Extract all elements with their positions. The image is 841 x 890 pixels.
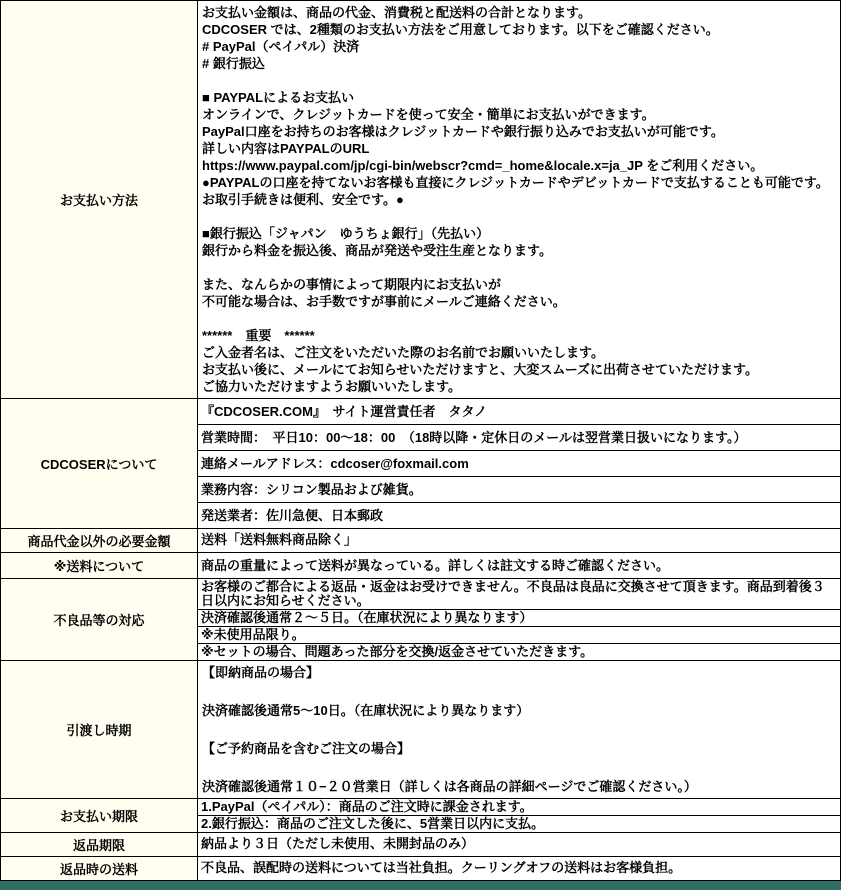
set-exchange-row: ※セットの場合、問題あった部分を交換/返金させていただきます。 bbox=[198, 643, 840, 660]
text-line: CDCOSER では、2種類のお支払い方法をご用意しております。以下をご確認ください。 bbox=[202, 22, 719, 37]
preorder-case-heading: 【ご予約商品を含むご注文の場合】 bbox=[202, 741, 411, 756]
extra-fees-text: 送料「送料無料商品除く」 bbox=[201, 532, 358, 547]
header-return-deadline: 返品期限 bbox=[1, 833, 198, 857]
content-about-cdcoser bbox=[198, 399, 841, 529]
blank-line bbox=[202, 720, 836, 739]
business-hours-row: 営業時間： 平日10：00～18：00 （18時以降・定休日のメールは翌営業日扱いになります。） bbox=[198, 424, 840, 450]
text-line: 決済確認後通常１０−２０営業日（詳しくは各商品の詳細ページでご確認ください。） bbox=[202, 779, 697, 794]
header-return-shipping: 返品時の送料 bbox=[1, 857, 198, 881]
section-delivery-time bbox=[1, 661, 841, 799]
blank-line bbox=[202, 310, 836, 327]
contact-email-value: cdcoser@foxmail.com bbox=[330, 456, 469, 471]
content-defective-items bbox=[198, 579, 841, 661]
section-return-deadline bbox=[1, 833, 841, 857]
header-extra-fees: 商品代金以外の必要金額 bbox=[1, 529, 198, 553]
shipping-carrier-row: 発送業者：佐川急便、日本郵政 bbox=[198, 502, 840, 528]
section-defective-items bbox=[1, 579, 841, 661]
footer-bar bbox=[0, 881, 841, 890]
text-line: PayPal口座をお持ちのお客様はクレジットカードや銀行振り込みでお支払いが可能です。 bbox=[202, 124, 724, 139]
paypal-deadline-row: 1.PayPal（ペイパル）：商品のご注文時に課金されます。 bbox=[201, 799, 533, 814]
text-line: 銀行から料金を振込後、商品が発送や受注生産となります。 bbox=[202, 243, 552, 258]
contact-email-row bbox=[198, 450, 840, 476]
shipping-note-text: 商品の重量によって送料が異なっている。詳しくは註文する時ご確認ください。 bbox=[201, 558, 670, 573]
important-note-heading: ****** 重要 ****** bbox=[202, 328, 315, 343]
header-payment-method: お支払い方法 bbox=[1, 1, 198, 399]
blank-line bbox=[202, 758, 836, 777]
text-line: また、なんらかの事情によって期限内にお支払いが bbox=[202, 277, 502, 292]
text-line: ●PAYPALの口座を持てないお客様も直接にクレジットカードやデビットカードで支払することも可能です。 bbox=[202, 175, 829, 190]
header-shipping-note: ※送料について bbox=[1, 553, 198, 579]
header-about-cdcoser: CDCOSERについて bbox=[1, 399, 198, 529]
text-line: 不可能な場合は、お手数ですが事前にメールご連絡ください。 bbox=[202, 294, 566, 309]
content-shipping-note bbox=[198, 553, 841, 579]
blank-line bbox=[202, 259, 836, 276]
text-line: ■ PAYPALによるお支払い bbox=[202, 90, 355, 105]
content-extra-fees bbox=[198, 529, 841, 553]
text-line: お取引手続きは便利、安全です。● bbox=[202, 192, 404, 207]
section-about-cdcoser bbox=[1, 399, 841, 529]
section-return-shipping bbox=[1, 857, 841, 881]
business-description-row: 業務内容：シリコン製品および雑貨。 bbox=[198, 476, 840, 502]
blank-line bbox=[202, 682, 836, 701]
section-extra-fees bbox=[1, 529, 841, 553]
content-payment-method bbox=[198, 1, 841, 399]
content-return-shipping bbox=[198, 857, 841, 881]
header-payment-deadline: お支払い期限 bbox=[1, 799, 198, 833]
site-operator-row: 『CDCOSER.COM』 サイト運営責任者 タタノ bbox=[201, 404, 488, 419]
return-deadline-text: 納品より３日（ただし未使用、未開封品のみ） bbox=[201, 836, 475, 851]
blank-line bbox=[202, 72, 836, 89]
exchange-time-row: 決済確認後通常２～５日。（在庫状況により異なります） bbox=[198, 609, 840, 626]
text-line: # PayPal（ペイパル）決済 bbox=[202, 39, 360, 54]
return-policy-row: お客様のご都合による返品・返金はお受けできません。不良品は良品に交換させて頂きます。商品到着後３日以内にお知らせください。 bbox=[201, 579, 825, 608]
header-delivery-time: 引渡し時期 bbox=[1, 661, 198, 799]
contact-email-label: 連絡メールアドレス： bbox=[201, 456, 331, 471]
text-line: ■銀行振込「ジャパン ゆうちょ銀行」（先払い） bbox=[202, 226, 490, 241]
header-defective-items: 不良品等の対応 bbox=[1, 579, 198, 661]
content-payment-deadline bbox=[198, 799, 841, 833]
bank-transfer-deadline-row: 2.銀行振込：商品のご注文した後に、5営業日以内に支払。 bbox=[198, 815, 840, 832]
unused-only-row: ※未使用品限り。 bbox=[198, 626, 840, 643]
section-payment-method bbox=[1, 1, 841, 399]
content-delivery-time bbox=[198, 661, 841, 799]
text-line: オンラインで、クレジットカードを使って安全・簡単にお支払いができます。 bbox=[202, 107, 655, 122]
section-shipping-note bbox=[1, 553, 841, 579]
text-line: # 銀行振込 bbox=[202, 56, 265, 71]
text-line: 決済確認後通常5～10日。（在庫状況により異なります） bbox=[202, 703, 530, 718]
text-line: ご入金者名は、ご注文をいただいた際のお名前でお願いいたします。 bbox=[202, 345, 604, 360]
text-line: 詳しい内容はPAYPALのURL bbox=[202, 141, 370, 156]
in-stock-case-heading: 【即納商品の場合】 bbox=[202, 665, 320, 680]
text-line: お支払い金額は、商品の代金、消費税と配送料の合計となります。 bbox=[202, 5, 591, 20]
return-shipping-text: 不良品、誤配時の送料については当社負担。クーリングオフの送料はお客様負担。 bbox=[201, 860, 682, 875]
blank-line bbox=[202, 208, 836, 225]
section-payment-deadline bbox=[1, 799, 841, 833]
text-line: お支払い後に、メールにてお知らせいただけますと、大変スムーズに出荷させていただけます。 bbox=[202, 362, 759, 377]
text-line: ご協力いただけますようお願いいたします。 bbox=[202, 379, 461, 394]
content-return-deadline bbox=[198, 833, 841, 857]
paypal-url-text: https://www.paypal.com/jp/cgi-bin/webscr?cmd=_home&locale.x=ja_JP をご利用ください。 bbox=[202, 158, 764, 173]
